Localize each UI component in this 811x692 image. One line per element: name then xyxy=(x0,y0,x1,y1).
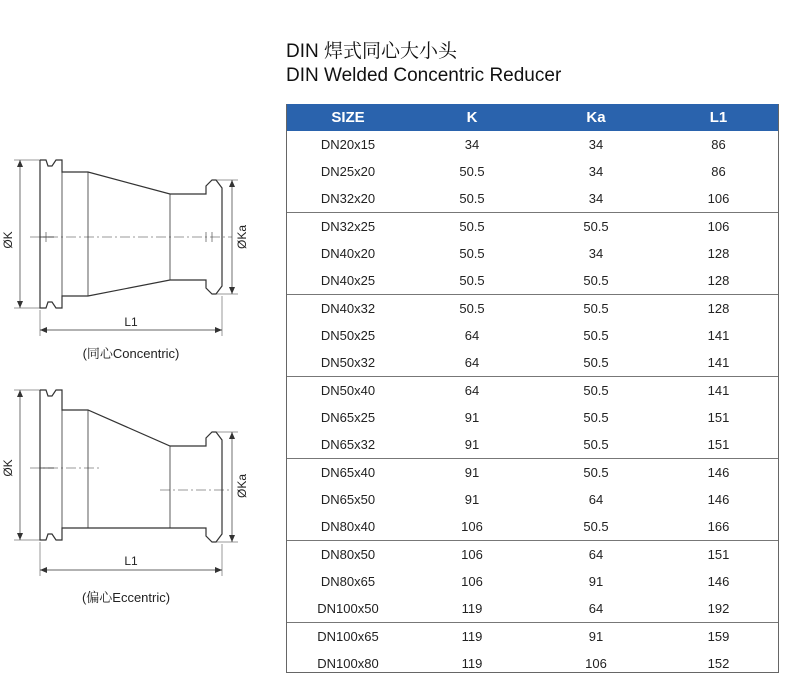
table-row xyxy=(286,486,779,513)
eccentric-ka-label: ØKa xyxy=(235,473,249,499)
table-cell-ka: 34 xyxy=(534,185,658,213)
table-cell-l1: 106 xyxy=(658,185,779,213)
table-cell-size: DN100x80 xyxy=(317,656,379,671)
table-cell-l1: 141 xyxy=(707,328,730,343)
table-cell-size: DN100x50 xyxy=(286,595,410,623)
table-row xyxy=(286,240,779,267)
table-cell-ka: 64 xyxy=(534,595,658,623)
table-cell-ka: 34 xyxy=(588,164,604,179)
table-row xyxy=(286,267,779,295)
table-cell-l1: 151 xyxy=(707,410,730,425)
column-header-k: K xyxy=(410,104,534,131)
table-row xyxy=(286,322,779,349)
table-cell-k: 50.5 xyxy=(459,246,485,261)
concentric-caption: (同心Concentric) xyxy=(82,346,180,361)
column-header-size: SIZE xyxy=(286,104,410,131)
table-cell-size: DN32x25 xyxy=(320,219,376,234)
table-cell-k: 119 xyxy=(461,629,483,644)
table-cell-size: DN50x25 xyxy=(320,328,376,343)
table-cell-l1: 159 xyxy=(707,629,730,644)
table-cell-k: 91 xyxy=(410,431,534,459)
table-cell-l1: 151 xyxy=(658,431,779,459)
table-cell-ka: 64 xyxy=(588,547,604,562)
table-cell-size: DN65x50 xyxy=(320,492,376,507)
table-row xyxy=(286,513,779,541)
title-english: DIN Welded Concentric Reducer xyxy=(286,65,562,86)
table-cell-ka: 91 xyxy=(588,574,604,589)
table-cell-l1: 146 xyxy=(707,465,730,480)
table-cell-ka: 50.5 xyxy=(583,383,609,398)
table-cell-l1: 106 xyxy=(707,219,730,234)
eccentric-k-label: ØK xyxy=(1,459,15,477)
table-cell-l1: 152 xyxy=(707,656,730,671)
table-cell-ka: 64 xyxy=(588,492,604,507)
table-cell-ka: 50.5 xyxy=(583,328,609,343)
table-cell-ka: 34 xyxy=(588,246,604,261)
table-cell-size: DN50x32 xyxy=(286,349,410,377)
table-cell-ka: 106 xyxy=(585,656,607,671)
table-cell-ka: 91 xyxy=(588,629,604,644)
table-cell-ka: 34 xyxy=(588,137,604,152)
column-header-l1: L1 xyxy=(658,104,779,131)
table-cell-k: 106 xyxy=(461,574,483,589)
table-row xyxy=(286,595,779,623)
table-cell-l1: 128 xyxy=(707,301,730,316)
table-row xyxy=(286,213,779,241)
table-cell-l1: 151 xyxy=(707,547,730,562)
table-cell-k: 64 xyxy=(464,383,480,398)
eccentric-caption: (偏心Eccentric) xyxy=(81,590,171,605)
table-cell-k: 119 xyxy=(461,656,483,671)
concentric-k-label: ØK xyxy=(1,231,15,249)
table-row xyxy=(286,623,779,651)
table-cell-l1: 128 xyxy=(658,267,779,295)
technical-drawings xyxy=(0,140,270,625)
table-cell-k: 119 xyxy=(410,595,534,623)
column-header-ka: Ka xyxy=(534,104,658,131)
table-cell-l1: 86 xyxy=(711,164,726,179)
table-cell-l1: 128 xyxy=(707,246,730,261)
table-cell-l1: 146 xyxy=(707,574,730,589)
table-cell-ka: 50.5 xyxy=(534,513,658,541)
table-row xyxy=(286,541,779,569)
table-cell-ka: 50.5 xyxy=(534,349,658,377)
table-row xyxy=(286,431,779,459)
table-cell-k: 106 xyxy=(461,547,483,562)
concentric-drawing xyxy=(14,160,238,336)
table-cell-k: 91 xyxy=(464,492,480,507)
table-row xyxy=(286,131,779,158)
concentric-l1-label: L1 xyxy=(124,315,138,329)
table-cell-l1: 86 xyxy=(711,137,726,152)
table-cell-ka: 50.5 xyxy=(583,410,609,425)
page-title xyxy=(286,40,561,88)
table-cell-size: DN25x20 xyxy=(320,164,376,179)
eccentric-drawing xyxy=(14,390,238,576)
table-row xyxy=(286,185,779,213)
table-row xyxy=(286,158,779,185)
table-cell-size: DN80x40 xyxy=(286,513,410,541)
table-cell-ka: 50.5 xyxy=(583,219,609,234)
table-row xyxy=(286,568,779,595)
table-cell-size: DN100x65 xyxy=(317,629,379,644)
table-cell-k: 50.5 xyxy=(410,267,534,295)
table-row xyxy=(286,650,779,677)
table-cell-size: DN40x25 xyxy=(286,267,410,295)
table-cell-k: 50.5 xyxy=(459,301,485,316)
table-cell-l1: 192 xyxy=(658,595,779,623)
spec-table xyxy=(286,104,779,677)
title-chinese: DIN 焊式同心大小头 xyxy=(286,41,458,62)
table-cell-ka: 50.5 xyxy=(534,431,658,459)
table-cell-size: DN20x15 xyxy=(320,137,376,152)
concentric-ka-label: ØKa xyxy=(235,224,249,250)
table-cell-size: DN40x20 xyxy=(320,246,376,261)
table-body xyxy=(286,131,779,677)
table-cell-k: 91 xyxy=(464,410,480,425)
table-cell-size: DN65x40 xyxy=(320,465,376,480)
table-cell-k: 50.5 xyxy=(459,164,485,179)
table-row xyxy=(286,295,779,323)
table-cell-size: DN32x20 xyxy=(286,185,410,213)
table-cell-size: DN80x65 xyxy=(320,574,376,589)
table-row xyxy=(286,377,779,405)
table-cell-k: 64 xyxy=(464,328,480,343)
table-row xyxy=(286,459,779,487)
eccentric-l1-label: L1 xyxy=(124,554,138,568)
table-cell-k: 91 xyxy=(464,465,480,480)
table-cell-k: 106 xyxy=(410,513,534,541)
table-cell-k: 34 xyxy=(464,137,480,152)
table-row xyxy=(286,349,779,377)
table-cell-ka: 50.5 xyxy=(583,301,609,316)
table-cell-l1: 146 xyxy=(707,492,730,507)
table-cell-ka: 50.5 xyxy=(583,465,609,480)
table-cell-ka: 50.5 xyxy=(534,267,658,295)
table-cell-l1: 141 xyxy=(658,349,779,377)
table-cell-size: DN65x25 xyxy=(320,410,376,425)
table-cell-l1: 141 xyxy=(707,383,730,398)
table-cell-k: 64 xyxy=(410,349,534,377)
table-cell-size: DN80x50 xyxy=(320,547,376,562)
table-header-row xyxy=(286,104,779,131)
table-row xyxy=(286,404,779,431)
table-cell-size: DN50x40 xyxy=(320,383,376,398)
table-cell-l1: 166 xyxy=(658,513,779,541)
table-cell-size: DN40x32 xyxy=(320,301,376,316)
table-cell-k: 50.5 xyxy=(459,219,485,234)
table-cell-size: DN65x32 xyxy=(286,431,410,459)
table-cell-k: 50.5 xyxy=(410,185,534,213)
